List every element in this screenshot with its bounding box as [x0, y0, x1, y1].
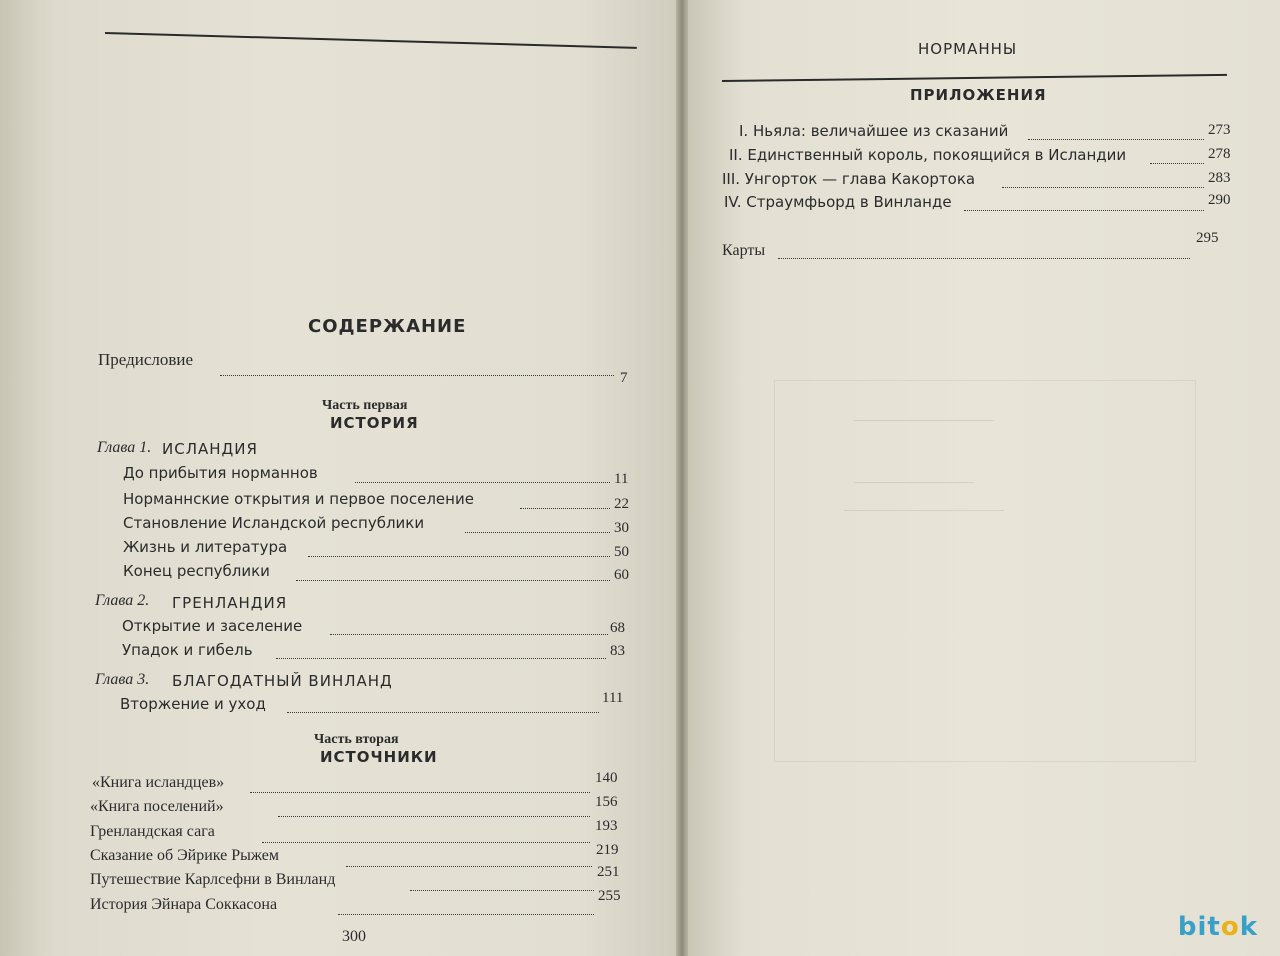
toc-leader — [338, 914, 594, 915]
appendix-entry-page: 283 — [1208, 170, 1231, 186]
toc-leader — [520, 508, 610, 509]
toc-source-page: 251 — [597, 864, 620, 880]
appendix-entry-title: I. Ньяла: величайшее из сказаний — [739, 122, 1009, 140]
watermark-text: bit — [1177, 912, 1221, 942]
toc-leader — [276, 658, 606, 659]
watermark-text: o — [1220, 912, 1240, 942]
appendix-entry-page: 290 — [1208, 192, 1231, 208]
toc-preface-page: 7 — [620, 370, 628, 386]
header-rule — [722, 74, 1227, 82]
page-number: 300 — [342, 928, 366, 945]
show-through-frame — [774, 380, 1196, 762]
appendix-entry-title: IV. Страумфьорд в Винланде — [724, 193, 952, 211]
toc-preface-title: Предисловие — [98, 350, 194, 369]
toc-source-title: Сказание об Эйрике Рыжем — [90, 847, 279, 864]
toc-source-title: Гренландская сага — [90, 823, 215, 840]
running-header: НОРМАННЫ — [918, 40, 1018, 58]
toc-leader — [250, 792, 590, 793]
chapter2-title: ГРЕНЛАНДИЯ — [172, 594, 288, 612]
toc-leader — [262, 842, 590, 843]
appendix-title: ПРИЛОЖЕНИЯ — [910, 86, 1047, 104]
maps-entry-title: Карты — [722, 242, 766, 259]
part1-title: ИСТОРИЯ — [330, 414, 419, 432]
toc-entry-title: Открытие и заселение — [122, 617, 303, 635]
toc-entry-title: Конец республики — [123, 562, 270, 580]
toc-entry-page: 68 — [610, 620, 625, 636]
toc-source-title: «Книга исландцев» — [92, 774, 225, 791]
toc-entry-page: 111 — [602, 690, 624, 706]
toc-leader — [220, 375, 614, 376]
toc-entry-page: 22 — [614, 496, 629, 512]
appendix-entry-title: II. Единственный король, покоящийся в Исландии — [729, 146, 1127, 164]
book-gutter — [676, 0, 688, 956]
toc-source-page: 140 — [595, 770, 618, 786]
toc-source-title: «Книга поселений» — [90, 798, 224, 815]
toc-entry-page: 11 — [614, 471, 629, 487]
toc-source-page: 156 — [595, 794, 618, 810]
appendix-entry-page: 278 — [1208, 146, 1231, 162]
toc-entry-page: 83 — [610, 643, 625, 659]
toc-source-title: История Эйнара Соккасона — [90, 896, 278, 913]
watermark-logo — [1178, 912, 1258, 942]
part1-label: Часть первая — [322, 398, 408, 413]
right-page — [684, 0, 1280, 956]
toc-title: СОДЕРЖАНИЕ — [308, 316, 467, 337]
toc-leader — [1028, 139, 1204, 140]
toc-leader — [308, 556, 610, 557]
toc-entry-page: 60 — [614, 567, 629, 583]
toc-entry-page: 50 — [614, 544, 629, 560]
toc-entry-title: Вторжение и уход — [120, 695, 266, 713]
watermark-text: k — [1239, 912, 1258, 942]
toc-leader — [465, 532, 610, 533]
toc-entry-title: Становление Исландской республики — [123, 514, 425, 532]
chapter1-title: ИСЛАНДИЯ — [162, 440, 258, 458]
part2-title: ИСТОЧНИКИ — [320, 748, 438, 766]
chapter3-label: Глава 3. — [95, 671, 150, 688]
toc-source-page: 193 — [595, 818, 618, 834]
toc-source-page: 219 — [596, 842, 619, 858]
toc-entry-title: Норманнские открытия и первое поселение — [123, 490, 474, 508]
toc-entry-title: Жизнь и литература — [123, 538, 288, 556]
toc-leader — [355, 482, 610, 483]
maps-entry-page: 295 — [1196, 230, 1219, 246]
toc-leader — [1150, 163, 1204, 164]
chapter1-label: Глава 1. — [97, 439, 152, 456]
toc-leader — [1002, 187, 1204, 188]
header-rule — [105, 32, 637, 49]
toc-leader — [778, 258, 1190, 259]
toc-source-page: 255 — [598, 888, 621, 904]
toc-leader — [296, 580, 610, 581]
toc-leader — [278, 816, 590, 817]
toc-source-title: Путешествие Карлсефни в Винланд — [90, 871, 336, 888]
chapter2-label: Глава 2. — [95, 592, 150, 609]
toc-leader — [410, 890, 594, 891]
appendix-entry-title: III. Унгорток — глава Какортока — [722, 170, 976, 188]
appendix-entry-page: 273 — [1208, 122, 1231, 138]
part2-label: Часть вторая — [314, 732, 399, 747]
toc-entry-page: 30 — [614, 520, 629, 536]
chapter3-title: БЛАГОДАТНЫЙ ВИНЛАНД — [172, 672, 393, 690]
toc-leader — [964, 210, 1204, 211]
toc-entry-title: До прибытия норманнов — [123, 464, 318, 482]
toc-leader — [330, 634, 608, 635]
toc-entry-title: Упадок и гибель — [122, 641, 253, 659]
toc-leader — [346, 866, 592, 867]
toc-leader — [287, 712, 599, 713]
